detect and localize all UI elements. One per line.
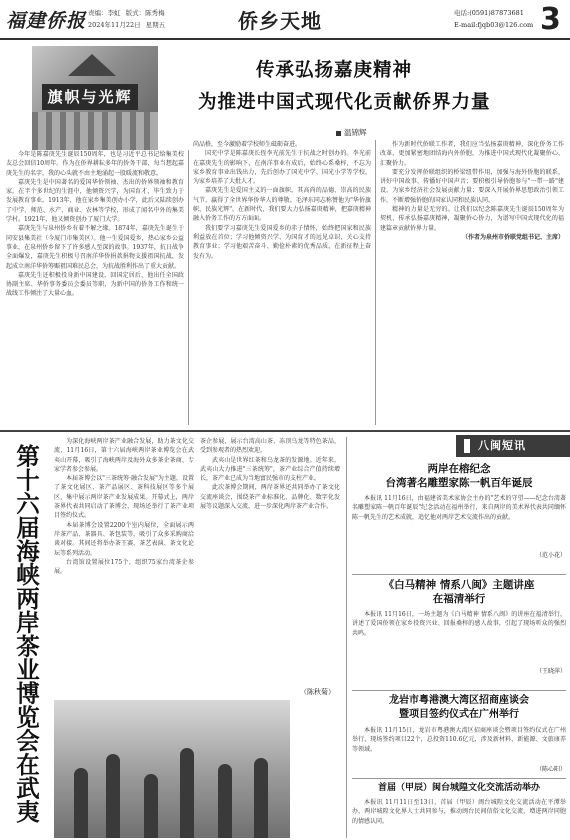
- expo-column-2: [200, 437, 340, 685]
- paragraph: 此次茶博会期间，两岸茶界还共同举办了茶文化交流座谈会，围绕茶产业标准化、品牌化、数字化发展等议题深入交流，进一步深化两岸茶产业合作。: [200, 484, 340, 511]
- news-body: [352, 798, 566, 838]
- paragraph: 本届茶博会设置2200个室内展位，全面展示两岸茶产品、茶器具、茶包装等，吸引了众多采购商洽谈对接。其间还将举办茶王赛、茶艺表演、茶文化论坛等系列活动。: [54, 521, 194, 557]
- editor: 责编：李虹: [88, 9, 121, 17]
- news-author: （范小花）: [535, 552, 566, 559]
- paragraph: 要充分发挥侨联组织的桥梁纽带作用，加强与海外侨胞的联系，讲好中国故事、传播好中国声音；要积极引导侨胞参与"一带一路"建设，为家乡经济社会发展贡献力量；要深入开展侨界思想政治引领工作，不断增强侨胞的国家认同和民族认同。: [380, 168, 564, 204]
- contact-info: [454, 7, 533, 31]
- paper-name: 福建侨报: [6, 10, 87, 32]
- phone: 电话:(0591)87873681: [454, 9, 524, 17]
- news-item: [352, 578, 566, 675]
- paragraph: 本报讯 11月16日，一场主题为《白马精神 情系八闽》的讲座在福清举行，讲述了爱国侨领在家乡投资兴业、回报桑梓的感人故事，引起了现场听众的强烈共鸣。: [352, 611, 566, 637]
- column-divider: [346, 437, 347, 838]
- paragraph: 尚品格，至今激励着学校师生砥砺奋进。: [193, 141, 302, 148]
- photo-figure: [218, 764, 232, 838]
- section-rule: [0, 430, 570, 432]
- column-divider: [375, 140, 376, 425]
- building-columns: [32, 112, 158, 150]
- feature-column-1: [6, 150, 184, 425]
- short-news-header-label: 八闽短讯: [478, 439, 526, 452]
- paragraph: 嘉庚先生还积极投身新中国建设，回国定居后，他出任全国政协副主席、华侨事务委员会委员等职，为新中国的侨务工作和统一战线工作倾注了大量心血。: [6, 271, 184, 298]
- news-title: 龙岩市粤港澳大湾区招商座谈会: [389, 695, 529, 706]
- designer: 版式：陈秀梅: [125, 9, 165, 17]
- photo-figure: [254, 758, 268, 838]
- news-title: 暨项目签约仪式在广州举行: [399, 709, 519, 720]
- column-divider: [188, 150, 189, 425]
- news-item: [352, 694, 566, 773]
- paragraph: 本报讯 11月11日至13日，首届（甲辰）闽台城隍文化交流活动在平潭举办，两岸城隍文化界人士共同参与，推动闽台民间信俗文化交流，增进两岸同胞的情感认同。: [352, 799, 566, 825]
- masthead: [0, 0, 570, 40]
- issue-date: [88, 20, 165, 30]
- news-body: [352, 726, 566, 764]
- paragraph: 本报讯 11月15日，龙岩市粤港澳大湾区招商座谈会暨项目签约仪式在广州举行，现场签约项目22个，总投资110.6亿元，涉及新材料、新能源、文旅康养等领域。: [352, 727, 566, 753]
- photo-figure: [144, 774, 158, 838]
- author-note: （作者为泉州市侨联党组书记、主席）: [461, 233, 564, 241]
- date: 2024年11月22日: [88, 21, 141, 29]
- news-divider: [352, 574, 566, 575]
- paragraph: 作为新时代侨联工作者，我们应当弘扬嘉庚精神，深化侨务工作改革，更加紧密地团结海内外侨胞，为推进中国式现代化凝聚侨心、汇聚侨力。: [380, 141, 564, 167]
- short-news-header: [456, 435, 570, 457]
- news-title: 台湾著名雕塑家陈一帆百年诞辰: [385, 477, 533, 489]
- photo-figure: [74, 768, 88, 838]
- news-title: 在福清举行: [432, 593, 486, 605]
- paragraph: 为深化海峡两岸茶产业融合发展，助力茶文化交流，11月16日，第十六届海峡两岸茶业博览会在武夷山开幕，吸引了海峡两岸及海外众多茶企茶商、专家学者参会参展。: [54, 438, 194, 473]
- paragraph: 嘉庚先生是爱国主义的一面旗帜。其高尚的品德、崇高的民族气节，赢得了全世界华侨华人的尊敬。毛泽东同志称赞他为"华侨旗帜、民族光辉"。在新时代，我们要大力弘扬嘉庚精神，把嘉庚精神融入侨务工作的方方面面。: [193, 187, 371, 223]
- header-bar-icon: [464, 439, 470, 453]
- section-title: 侨乡天地: [238, 9, 322, 33]
- paragraph: 嘉庚先生是中国著名的爱国华侨领袖、杰出的侨界领袖和教育家。在半个多世纪的生涯中，他倾资兴学，为国育才，毕生致力于发展教育事业。1913年，他在家乡集美创办小学，此后又陆续创办了中学、师范、水产、商业、农林等学校，形成了闻名中外的集美学村。1921年，他又倾资创办了厦门大学。: [6, 178, 184, 224]
- paragraph: 本届茶博会以"三茶统筹·融合发展"为主题，设置了茶文化展区、茶产品展区、茶科技展区等多个展区，集中展示两岸茶产业发展成果。开幕式上，两岸茶界代表共同启动了茶博会，现场还举行了茶产业项目签约仪式。: [54, 475, 194, 520]
- paragraph: 茶企参展，展示台湾高山茶、冻顶乌龙等特色茶品，受到参观者的热烈欢迎。: [200, 438, 340, 455]
- column-photo: [32, 46, 158, 150]
- news-author: （陈心阳）: [535, 766, 566, 773]
- byline: [336, 127, 367, 138]
- feature-column-2: [193, 140, 371, 425]
- column-tag: 旗帜与光辉: [42, 84, 138, 110]
- news-author: （王晓萍）: [535, 668, 566, 675]
- page-number: 3: [540, 2, 561, 37]
- expo-vertical-title: 第十六届海峡两岸茶业博览会在武夷: [12, 444, 40, 824]
- feature-column-3: [380, 140, 564, 425]
- news-title: 《白马精神 情系八闽》主题讲座: [383, 579, 535, 591]
- news-body: [352, 610, 566, 666]
- news-title: 两岸在榕纪念: [427, 463, 491, 475]
- paragraph: 本报讯 11月16日，由福建省美术家协会主办的"艺术的守望——纪念台湾著名雕塑家陈一帆百年诞辰"纪念活动在福州举行，来自两岸的美术界代表共同缅怀陈一帆先生的艺术成就，追忆他对两岸艺术交流作出的贡献。: [352, 495, 566, 521]
- paragraph: 嘉庚先生与泉州侨乡有着不解之缘。1874年，嘉庚先生诞生于同安县集美社（今厦门市集美区）。他一生爱国爱乡，热心家乡公益事业，在泉州侨乡留下了许多感人至深的故事。1937年，抗日战争全面爆发，嘉庚先生积极号召南洋华侨捐款捐物支援祖国抗战，发起成立南洋华侨筹赈祖国难民总会，为抗战胜利作出了重大贡献。: [6, 225, 184, 270]
- news-item: [352, 462, 566, 559]
- expo-column-1: [54, 437, 194, 697]
- email: E-mail:fjqb03@126.com: [454, 21, 534, 29]
- byline-author: 温锦辉: [344, 128, 367, 137]
- expo-author: （陈秋菊）: [300, 688, 335, 696]
- building-roof: [62, 54, 122, 76]
- news-item: [352, 782, 566, 838]
- photo-figure: [106, 754, 120, 838]
- photo-figure: [180, 748, 194, 838]
- byline-square-icon: [336, 131, 341, 136]
- headline-line-2: 为推进中国式现代化贡献侨界力量: [198, 92, 491, 113]
- news-body: [352, 494, 566, 550]
- news-divider: [352, 690, 566, 691]
- news-title: 首届（甲辰）闽台城隍文化交流活动举办: [377, 783, 540, 793]
- paragraph: 精神的力量是无穷的。让我们以纪念陈嘉庚先生诞辰150周年为契机，传承弘扬嘉庚精神，凝聚侨心侨力，为谱写中国式现代化的福建篇章贡献侨界力量。: [380, 206, 564, 232]
- paragraph: 台湾馆设置展位175个，组织75家台湾茶企参展。: [54, 558, 194, 576]
- paragraph: 武夷山是世界红茶和乌龙茶的发源地。近年来，武夷山大力推进"三茶统筹"，茶产业综合产值持续增长，茶产业已成为当地富民强市的支柱产业。: [200, 456, 340, 483]
- expo-photo: [54, 700, 290, 838]
- weekday: 星期五: [145, 21, 166, 29]
- editor-credit: [88, 8, 165, 18]
- headline-line-1: 传承弘扬嘉庚精神: [256, 60, 413, 81]
- paragraph: 今年是陈嘉庚先生诞辰150周年，也是习近平总书记给集美校友总会回信10周年。作为在侨界耕耘多年的侨务干部，每当想起嘉庚先生的名字，我的心头就不由主地涌起一股暖流和敬意。: [6, 151, 184, 177]
- news-divider: [352, 778, 566, 779]
- paragraph: 国充中学是陈嘉庚长侄李光前先生于抗战之时创办的。李光前在嘉庚先生的影响下，在南洋事业有成后，始终心系桑梓，不忘为家乡教育事业出钱出力，先后创办了国光中学、国光小学等学校，为家乡培养了大批人才。: [193, 150, 371, 186]
- paragraph: 我们要学习嘉庚先生爱国爱乡的赤子情怀，始终把国家和民族利益放在首位；学习他倾资兴学、为国育才的远见卓识，关心支持教育事业；学习他艰苦奋斗、勤俭朴素的优秀品质，在新征程上奋发有为。: [193, 224, 371, 260]
